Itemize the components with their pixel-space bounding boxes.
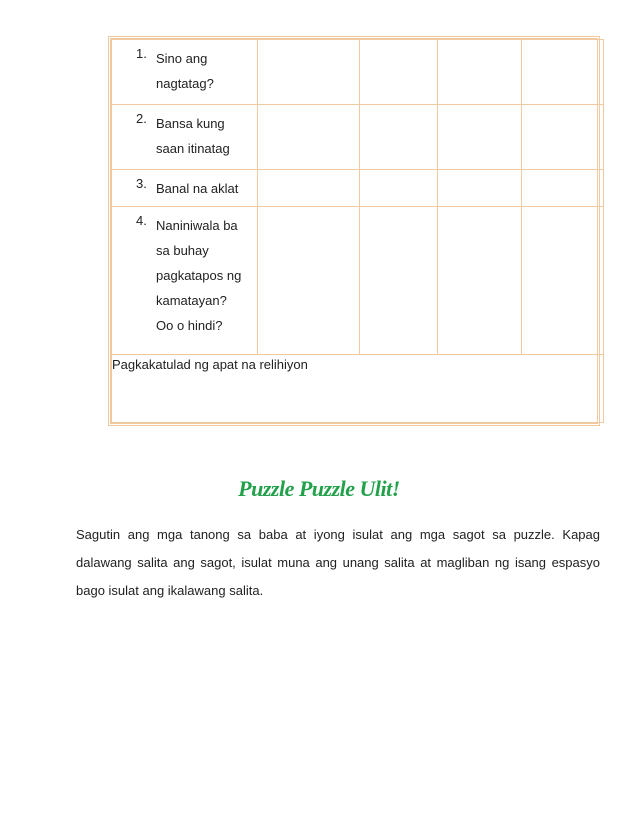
answer-cell[interactable] [438, 40, 522, 105]
answer-cell[interactable] [438, 170, 522, 207]
table-row [112, 170, 604, 207]
question-line: Naniniwala ba [156, 218, 238, 233]
question-line: sa buhay [156, 243, 209, 258]
answer-cell[interactable] [258, 207, 360, 355]
table-row [112, 207, 604, 355]
question-number: 2. [136, 111, 147, 126]
question-line: Bansa kung [156, 116, 225, 131]
similarities-cell[interactable] [112, 355, 604, 423]
table-row [112, 40, 604, 105]
question-cell [112, 170, 258, 207]
question-number: 1. [136, 46, 147, 61]
section-title: Puzzle Puzzle Ulit! [238, 476, 400, 501]
question-cell [112, 40, 258, 105]
question-cell [112, 207, 258, 355]
question-line: saan itinatag [156, 141, 230, 156]
question-cell [112, 105, 258, 170]
answer-cell[interactable] [360, 105, 438, 170]
answer-cell[interactable] [522, 170, 604, 207]
answer-cell[interactable] [438, 105, 522, 170]
answer-cell[interactable] [258, 40, 360, 105]
instructions-paragraph: Sagutin ang mga tanong sa baba at iyong isulat ang mga sagot sa puzzle. Kapag dalawang salita ang sagot, isulat muna ang unang salita at magliban ng isang espasyo bago isulat ang ikalawang salita. [76, 527, 600, 598]
answer-cell[interactable] [258, 170, 360, 207]
answer-cell[interactable] [522, 105, 604, 170]
question-line: kamatayan? [156, 293, 227, 308]
question-line: Oo o hindi? [156, 318, 223, 333]
question-line: Sino ang [156, 51, 208, 66]
answer-cell[interactable] [258, 105, 360, 170]
answer-cell[interactable] [438, 207, 522, 355]
question-text [156, 176, 238, 201]
similarities-label: Pagkakatulad ng apat na relihiyon [112, 357, 308, 372]
question-line: Banal na aklat [156, 181, 239, 196]
table-row [112, 355, 604, 423]
question-text [156, 111, 230, 161]
answer-cell[interactable] [522, 40, 604, 105]
answer-cell[interactable] [360, 207, 438, 355]
comparison-table-frame [108, 36, 600, 426]
question-number: 4. [136, 213, 147, 228]
table-row [112, 105, 604, 170]
answer-cell[interactable] [360, 40, 438, 105]
question-text [156, 213, 241, 338]
question-text [156, 46, 214, 96]
answer-cell[interactable] [522, 207, 604, 355]
answer-cell[interactable] [360, 170, 438, 207]
question-line: nagtatag? [156, 76, 214, 91]
question-number: 3. [136, 176, 147, 191]
comparison-table [111, 39, 604, 423]
question-line: pagkatapos ng [156, 268, 242, 283]
